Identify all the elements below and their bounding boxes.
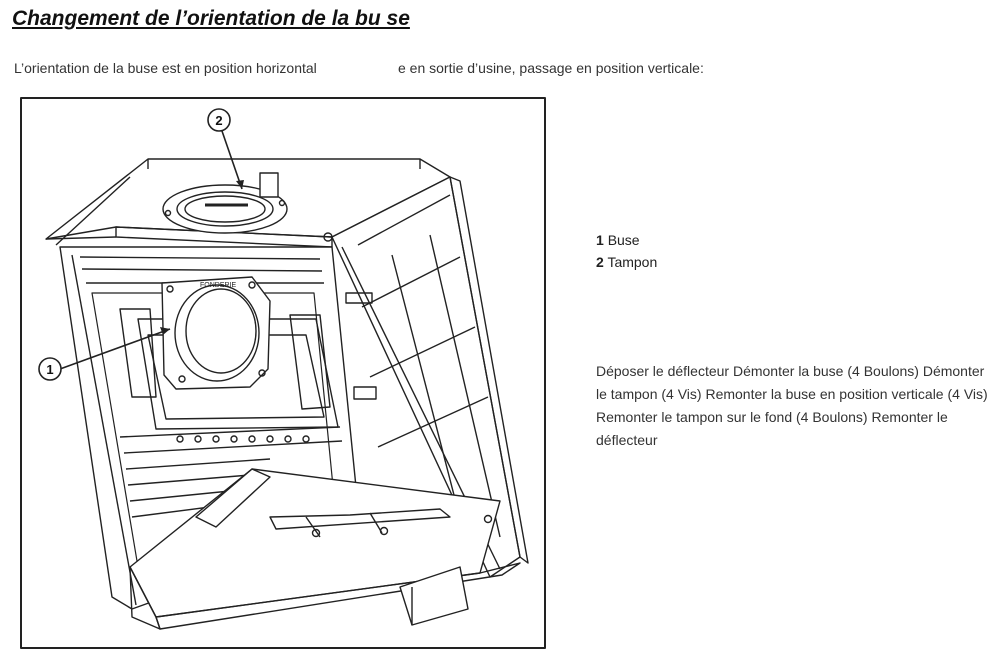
legend-item-number: 1 bbox=[596, 232, 604, 248]
intro-text-part1: L’orientation de la buse est en position horizontal bbox=[14, 60, 317, 76]
legend-item-label: Buse bbox=[607, 232, 640, 248]
legend-item-number: 2 bbox=[596, 254, 604, 270]
legend-item-label: Tampon bbox=[607, 254, 658, 270]
page-title: Changement de l’orientation de la bu se bbox=[12, 7, 410, 30]
stamp-text: FONDERIE bbox=[200, 282, 237, 289]
buse-collar bbox=[162, 277, 270, 389]
legend-item-tampon bbox=[596, 251, 657, 273]
stove-diagram bbox=[20, 97, 546, 649]
callout-2-label: 2 bbox=[215, 113, 223, 128]
instructions-text: Déposer le déflecteur Démonter la buse (4 Boulons) Démonter le tampon (4 Vis) Remonter la buse en position verticale (4 Vis) Remonter le tampon sur le fond (4 Boulons) Remonter le déflecteur bbox=[596, 363, 988, 448]
callout-1-label: 1 bbox=[46, 362, 54, 377]
legend-item-buse bbox=[596, 229, 657, 251]
legend bbox=[596, 229, 657, 273]
intro-text-part2: e en sortie d’usine, passage en position verticale: bbox=[398, 60, 704, 76]
